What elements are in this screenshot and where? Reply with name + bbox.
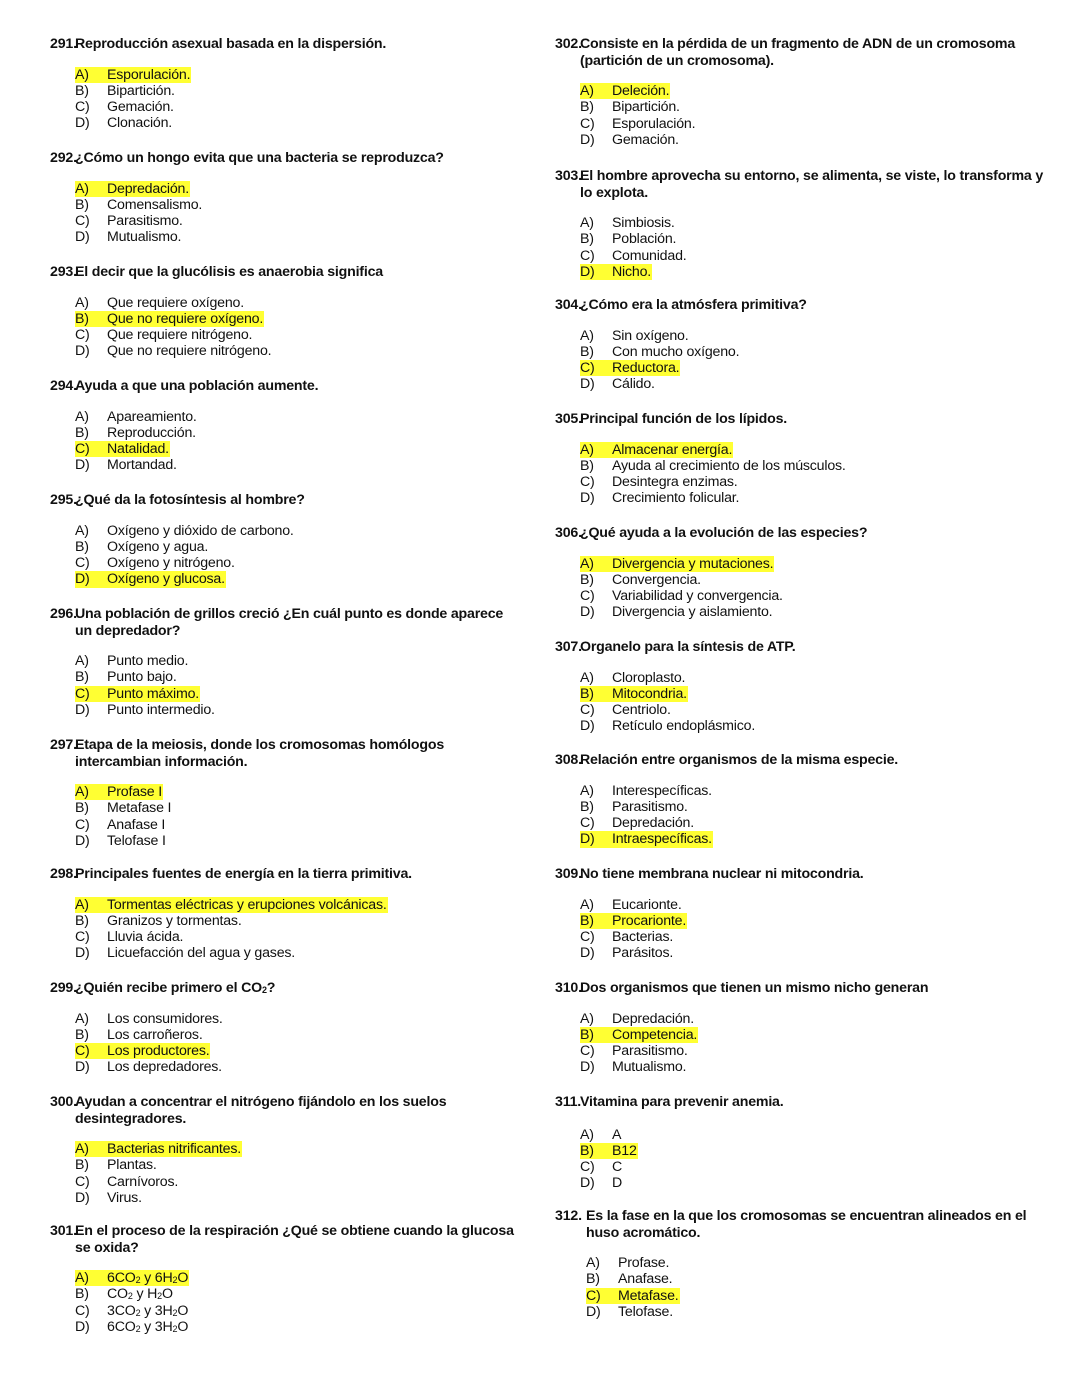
question-text: 304.¿Cómo era la atmósfera primitiva? <box>555 297 807 313</box>
question-292 <box>50 150 520 246</box>
option-c: C) Oxígeno y nitrógeno. <box>75 555 235 572</box>
correct-answer-highlight: C) Reductora. <box>580 360 680 377</box>
correct-answer-highlight: B) Competencia. <box>580 1026 698 1043</box>
question-297 <box>50 737 520 849</box>
option-d: D) Cálido. <box>580 376 655 393</box>
option-c: C) Centriolo. <box>580 702 671 719</box>
option-d <box>580 264 1045 280</box>
options <box>580 442 1045 507</box>
correct-answer-highlight: C) Metafase. <box>586 1287 679 1304</box>
options <box>580 556 1045 621</box>
correct-answer-highlight: C) Natalidad. <box>75 441 169 458</box>
option-a: A) Los consumidores. <box>75 1010 223 1027</box>
question-303 <box>555 168 1045 280</box>
options <box>75 409 520 474</box>
option-b <box>75 311 520 327</box>
option-c: C) Esporulación. <box>580 115 696 132</box>
option-a: A) Cloroplasto. <box>580 669 686 686</box>
question-text: 302.Consiste en la pérdida de un fragmento de ADN de un cromosoma (partición de un cromosoma). <box>555 36 1016 69</box>
options <box>75 897 520 962</box>
question-304 <box>555 297 1045 393</box>
option-c: C) Desintegra enzimas. <box>580 474 738 491</box>
option-a <box>75 67 520 83</box>
correct-answer-highlight: A) Profase I <box>75 784 162 800</box>
question-text: 294.Ayuda a que una población aumente. <box>50 378 319 394</box>
options <box>75 67 520 132</box>
option-d: D) Que no requiere nitrógeno. <box>75 343 272 360</box>
question-text: 307.Organelo para la síntesis de ATP. <box>555 639 796 655</box>
question-300 <box>50 1094 520 1206</box>
option-d: D) Telofase. <box>586 1303 673 1320</box>
option-a: A) Simbiosis. <box>580 215 675 231</box>
option-c: C) Anafase I <box>75 816 166 833</box>
option-a <box>580 83 1045 99</box>
option-b <box>580 686 1045 702</box>
question-text: 300.Ayudan a concentrar el nitrógeno fijándolo en los suelos desintegradores. <box>50 1094 447 1127</box>
option-c <box>75 1043 520 1059</box>
correct-answer-highlight: A) Esporulación. <box>75 66 191 83</box>
option-b: B) Parasitismo. <box>580 798 688 815</box>
option-a <box>75 181 520 197</box>
correct-answer-highlight: A) Almacenar energía. <box>580 441 733 458</box>
option-b: B) Comensalismo. <box>75 196 203 213</box>
options <box>75 523 520 588</box>
option-d <box>580 831 1045 847</box>
options <box>75 784 520 849</box>
question-298 <box>50 866 520 962</box>
option-b: B) Bipartición. <box>580 99 680 116</box>
correct-answer-highlight: B) B12 <box>580 1142 637 1159</box>
correct-answer-highlight: A) Depredación. <box>75 180 189 197</box>
question-307 <box>555 639 1045 735</box>
option-b: B) Oxígeno y agua. <box>75 538 209 555</box>
options <box>580 670 1045 735</box>
option-a: A) Sin oxígeno. <box>580 327 689 344</box>
option-b: B) Punto bajo. <box>75 669 177 686</box>
options <box>75 653 520 718</box>
option-d: D) Retículo endoplásmico. <box>580 718 756 735</box>
question-text: 296.Una población de grillos creció ¿En cuál punto es donde aparece un depredador? <box>50 606 504 639</box>
question-text: 308.Relación entre organismos de la misma especie. <box>555 752 899 768</box>
option-b: B) $CO_2$ y $H_2O$ <box>75 1286 173 1303</box>
question-text: 312. Es la fase en la que los cromosomas se encuentran alineados en el huso acromático. <box>555 1208 1027 1241</box>
option-c: C) Que requiere nitrógeno. <box>75 327 253 344</box>
option-c <box>586 1288 1045 1304</box>
question-310 <box>555 980 1045 1076</box>
option-c: C) Depredación. <box>580 815 694 832</box>
options <box>580 897 1045 962</box>
options <box>75 1270 520 1335</box>
question-294 <box>50 378 520 474</box>
option-b: B) Bipartición. <box>75 82 175 99</box>
option-d: D) Clonación. <box>75 115 173 132</box>
option-b: B) Metafase I <box>75 800 172 817</box>
question-text: 293.El decir que la glucólisis es anaerobia significa <box>50 264 383 280</box>
option-a: A) Oxígeno y dióxido de carbono. <box>75 522 294 539</box>
option-c: C) Comunidad. <box>580 247 687 264</box>
option-a: A) Apareamiento. <box>75 408 197 425</box>
question-291 <box>50 36 520 132</box>
option-b <box>580 1143 1045 1159</box>
option-d: D) Mutualismo. <box>75 229 182 246</box>
correct-answer-highlight: A) Tormentas eléctricas y erupciones volcánicas. <box>75 896 387 913</box>
option-d <box>75 571 520 587</box>
option-d: D) Telofase I <box>75 832 166 849</box>
question-text: 306.¿Qué ayuda a la evolución de las especies? <box>555 525 868 541</box>
option-b: B) Anafase. <box>586 1271 673 1288</box>
question-text: 301.En el proceso de la respiración ¿Qué se obtiene cuando la glucosa se oxida? <box>50 1223 514 1256</box>
question-text: 299.¿Quién recibe primero el $CO_2$? <box>50 980 276 996</box>
options <box>580 215 1045 280</box>
option-c: C) Carnívoros. <box>75 1173 179 1190</box>
correct-answer-highlight: D) Nicho. <box>580 263 652 280</box>
question-308 <box>555 752 1045 848</box>
option-a <box>75 1270 520 1286</box>
question-301 <box>50 1223 520 1335</box>
option-a <box>580 442 1045 458</box>
options <box>580 83 1045 148</box>
option-b: B) Granizos y tormentas. <box>75 912 242 929</box>
option-a: A) Profase. <box>586 1255 670 1271</box>
question-text: 309.No tiene membrana nuclear ni mitocondria. <box>555 866 864 882</box>
option-c: C) Gemación. <box>75 99 174 116</box>
option-b: B) Ayuda al crecimiento de los músculos. <box>580 457 846 474</box>
option-a: A) Eucarionte. <box>580 896 682 913</box>
option-a: A) Depredación. <box>580 1010 694 1027</box>
options <box>586 1255 1045 1320</box>
option-a: A) Punto medio. <box>75 653 189 669</box>
option-b <box>580 1027 1045 1043</box>
option-a <box>580 556 1045 572</box>
correct-answer-highlight: A) Deleción. <box>580 83 670 99</box>
option-d: D) Gemación. <box>580 131 679 148</box>
option-d: D) D <box>580 1175 623 1192</box>
options <box>75 1141 520 1206</box>
question-text: 295.¿Qué da la fotosíntesis al hombre? <box>50 492 305 508</box>
option-d: D) Divergencia y aislamiento. <box>580 604 773 621</box>
correct-answer-highlight: B) Que no requiere oxígeno. <box>75 310 264 327</box>
option-a <box>75 1141 520 1157</box>
correct-answer-highlight: D) Oxígeno y glucosa. <box>75 571 225 588</box>
options <box>580 1127 1045 1192</box>
option-d: D) Mortandad. <box>75 457 177 474</box>
question-302 <box>555 36 1045 148</box>
option-a <box>75 784 520 800</box>
option-c <box>580 360 1045 376</box>
option-c: C) Parasitismo. <box>580 1043 688 1060</box>
option-d: D) Parásitos. <box>580 945 674 962</box>
option-d: D) Mutualismo. <box>580 1059 687 1076</box>
correct-answer-highlight: C) Los productores. <box>75 1043 210 1060</box>
option-c: C) $3CO_2$ y $3H_2O$ <box>75 1302 189 1319</box>
option-c: C) C <box>580 1159 623 1176</box>
option-b <box>580 913 1045 929</box>
options <box>580 783 1045 848</box>
option-b: B) Los carroñeros. <box>75 1026 203 1043</box>
options <box>75 181 520 246</box>
question-311 <box>555 1094 1045 1192</box>
question-295 <box>50 492 520 588</box>
option-c: C) Variabilidad y convergencia. <box>580 588 783 605</box>
option-c: C) Parasitismo. <box>75 213 183 230</box>
option-a <box>75 897 520 913</box>
option-a: A) Que requiere oxígeno. <box>75 294 244 311</box>
question-text: 311.Vitamina para prevenir anemia. <box>555 1094 784 1110</box>
question-293 <box>50 264 520 360</box>
question-text: 292.¿Cómo un hongo evita que una bacteria se reproduzca? <box>50 150 444 166</box>
option-b: B) Plantas. <box>75 1157 157 1174</box>
option-b: B) Convergencia. <box>580 571 701 588</box>
question-text: 303.El hombre aprovecha su entorno, se alimenta, se viste, lo transforma y lo explota. <box>555 168 1044 201</box>
correct-answer-highlight: A) $6CO_2$ y $6H_2O$ <box>75 1270 189 1286</box>
correct-answer-highlight: B) Mitocondria. <box>580 685 687 702</box>
options <box>580 328 1045 393</box>
options <box>75 295 520 360</box>
option-d: D) $6CO_2$ y $3H_2O$ <box>75 1318 189 1335</box>
options <box>75 1011 520 1076</box>
options <box>580 1011 1045 1076</box>
option-a: A) Interespecíficas. <box>580 782 712 799</box>
option-b: B) Población. <box>580 231 677 248</box>
correct-answer-highlight: A) Bacterias nitrificantes. <box>75 1141 241 1157</box>
option-d: D) Licuefacción del agua y gases. <box>75 945 296 962</box>
question-text: 291.Reproducción asexual basada en la dispersión. <box>50 36 387 52</box>
question-312 <box>555 1208 1045 1320</box>
option-d: D) Virus. <box>75 1189 142 1206</box>
option-c: C) Lluvia ácida. <box>75 929 184 946</box>
question-text: 298.Principales fuentes de energía en la tierra primitiva. <box>50 866 412 882</box>
question-305 <box>555 411 1045 507</box>
option-d: D) Crecimiento folicular. <box>580 490 740 507</box>
option-d: D) Los depredadores. <box>75 1059 222 1076</box>
option-d: D) Punto intermedio. <box>75 701 215 718</box>
correct-answer-highlight: A) Divergencia y mutaciones. <box>580 555 774 572</box>
correct-answer-highlight: B) Procarionte. <box>580 912 687 929</box>
question-text: 297.Etapa de la meiosis, donde los cromosomas homólogos intercambian información. <box>50 737 445 770</box>
question-text: 310.Dos organismos que tienen un mismo nicho generan <box>555 980 929 996</box>
question-306 <box>555 525 1045 621</box>
question-299 <box>50 980 520 1076</box>
question-309 <box>555 866 1045 962</box>
correct-answer-highlight: D) Intraespecíficas. <box>580 831 712 848</box>
question-text: 305.Principal función de los lípidos. <box>555 411 788 427</box>
correct-answer-highlight: C) Punto máximo. <box>75 685 200 702</box>
option-b: B) Con mucho oxígeno. <box>580 343 740 360</box>
option-a: A) A <box>580 1126 622 1143</box>
option-b: B) Reproducción. <box>75 424 196 441</box>
option-c: C) Bacterias. <box>580 929 674 946</box>
option-c <box>75 441 520 457</box>
option-c <box>75 686 520 702</box>
question-296 <box>50 606 520 718</box>
